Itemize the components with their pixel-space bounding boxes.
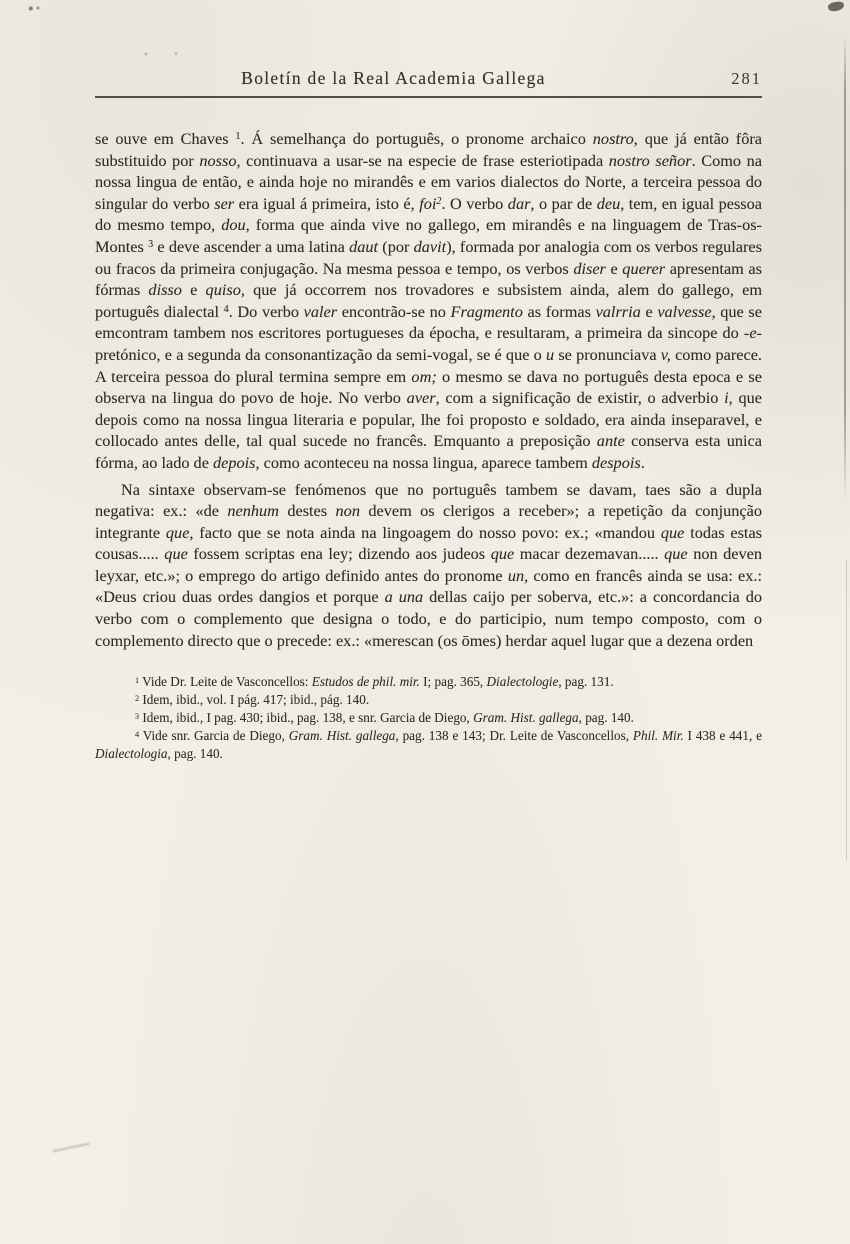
text-run: , com a significação de existir, o adverbio [435,388,725,408]
text-run: , tem, en igual pessoa do mesmo tempo, [95,193,763,235]
italic-term: foi [419,193,437,213]
italic-term: valrria [595,301,641,321]
scan-artifact [26,6,42,11]
text-run: , pag. 131. [558,674,614,690]
page-body [95,128,762,651]
scan-artifact [140,52,200,56]
text-run: (por [378,236,414,256]
italic-term: que [490,544,515,564]
footnote-reference: 4 [223,304,229,316]
text-run: e [181,280,206,300]
footnote-reference: 3 [135,711,140,721]
text-run: , como aconteceu na nossa lingua, aparece tambem [255,452,592,472]
text-run: encontrão-se no [337,301,451,321]
text-run: . Á semelhança do português, o pronome archaico [240,129,593,148]
text-run: I; pag. 365, [419,674,487,690]
footnote-reference: 2 [436,196,442,208]
text-run: como parece. A terceira pessoa do plural termina sempre em [95,344,762,386]
text-run: pretónico, e a segunda da consonantização da semi-vogal, se é que o [95,344,546,364]
italic-term: dou [221,215,246,235]
italic-term: Gram. Hist. gallega [473,710,579,726]
italic-term: -e- [743,323,762,343]
italic-term: deu [596,193,621,213]
italic-term: om; [411,366,437,386]
text-run: , que já então fôra substituido por [95,129,762,170]
text-run: , que depois como na nossa lingua literaria e popular, lhe foi proposto e soldado, era ainda inseparavel, e collocado antes delle, tal qual sucede no francês. Emquanto a preposição [95,388,762,451]
scan-artifact [827,1,844,12]
italic-term: a una [384,587,424,607]
italic-term: nostro señor [608,150,692,170]
text-run: Idem, ibid., I pag. 430; ibid., pag. 138, e snr. Garcia de Diego, [139,710,474,726]
text-run: . O verbo [441,193,508,213]
italic-term: depois [213,452,256,472]
text-run: e [640,301,658,321]
italic-term: Gram. Hist. gallega [288,728,396,744]
page-header [95,68,762,98]
text-run: era igual á primeira, isto é, [234,193,420,213]
italic-term: nosso [199,150,237,170]
italic-term: valvesse [657,301,712,321]
text-run: . Como na nossa lingua de então, e ainda hoje no mirandês e em varios dialectos do Norte, a terceira pessoa do singular do verbo [95,150,762,213]
italic-term: querer [622,258,666,278]
text-run: Vide Dr. Leite de Vasconcellos: [139,674,312,690]
text-run: non deven leyxar, etc.»; o emprego do artigo definido antes do pronome [95,544,763,585]
page-number: 281 [731,69,762,88]
italic-term: nenhum [227,501,279,521]
text-run: . [640,452,645,472]
italic-term: disso [148,280,182,300]
scan-artifact [846,560,848,860]
text-run: as formas [522,301,596,321]
footnote-reference: 2 [135,693,140,703]
footnote [95,691,762,709]
text-run: , o par de [530,193,597,213]
italic-term: aver [406,388,436,408]
italic-term: Phil. Mir. [632,728,684,744]
text-run: . Do verbo [228,301,304,321]
italic-term: Fragmento [450,301,523,321]
footnotes [95,673,762,763]
text-run: Vide snr. Garcia de Diego, [139,728,289,744]
footnote [95,709,762,727]
scan-artifact [844,34,846,504]
italic-term: i [724,388,729,408]
italic-term: diser [573,258,606,278]
text-run: e [605,258,623,278]
italic-term: daut [349,236,379,256]
italic-term: Dialectologie [486,674,559,690]
text-run: ), formada por analogia com os verbos regulares ou fracos da primeira conjugação. Na mesma pessoa e tempo, os verbos [95,236,762,278]
italic-term: dar [507,193,531,213]
italic-term: que [165,522,190,542]
italic-term: non [335,501,360,521]
footnote-reference: 1 [235,131,241,143]
footnote [95,673,762,691]
italic-term: valer [303,301,338,321]
italic-term: Dialectologia [95,746,168,762]
paragraph [95,479,762,652]
text-run: , que se emcontram tambem nos escritores portugueses da épocha, e resultaram, a primeira da sincope do [95,301,762,343]
text-run: , continuava a usar-se na especie de frase esteriotipada [236,150,609,170]
scan-artifact [52,1142,90,1153]
text-run: Na sintaxe observam-se fenómenos que no português tambem se davam, taes são a dupla negativa: ex.: «de [95,479,762,521]
text-run: I 438 e 441, e [683,728,763,744]
text-run: , forma que ainda vive no gallego, em mirandês e na linguagem de Tras-os-Montes [95,215,762,256]
italic-term: davit [413,236,447,256]
text-run: conserva esta unica fórma, ao lado de [95,431,762,472]
text-run: destes [278,501,336,521]
text-run: todas estas cousas..... [95,522,763,564]
text-run: dellas caijo per soberva, etc.»: a concordancia do verbo com o complemento que designa o todo, e do participio, num tempo composto, com o complemento directo que o precede: ex.: «merescan (os ōmes) herdar aquel lugar que a dezena orden [95,587,763,650]
footnote-reference: 4 [135,729,140,739]
journal-title: Boletín de la Real Academia Gallega [241,68,546,88]
italic-term: quiso [205,280,241,300]
footnote-reference: 3 [148,239,154,251]
italic-term: un [507,565,525,585]
text-run: Idem, ibid., vol. I pág. 417; ibid., pág. 140. [139,692,370,708]
text-run: fossem scriptas ena ley; dizendo aos judeos [187,544,491,564]
text-run: o mesmo se dava no português desta epoca e se observa na lingua do povo de hoje. No verbo [95,366,762,408]
footnote [95,727,762,763]
text-run: , pag. 140. [578,710,634,726]
text-run: , pag. 138 e 143; Dr. Leite de Vasconcellos, [395,728,633,744]
text-run: se ouve em Chaves [95,129,236,148]
italic-term: ante [596,431,625,451]
text-run: apresentam as fórmas [95,258,762,300]
italic-term: nostro [592,129,634,148]
text-run: e deve ascender a uma latina [153,236,350,256]
italic-term: despois [591,452,641,472]
italic-term: u [545,344,555,364]
text-run: , que já occorrem nos trovadores e subsistem ainda, alem do gallego, em português dialectal [95,280,763,321]
italic-term: v, [660,344,671,364]
italic-term: que [660,522,685,542]
italic-term: que [164,544,188,564]
italic-term: que [664,544,688,564]
italic-term: ser [214,193,235,213]
italic-term: Estudos de phil. mir. [311,674,420,690]
text-run: , pag. 140. [167,746,223,762]
text-run: devem os clerigos a receber»; a repetição da conjunção integrante [95,501,762,542]
footnote-reference: 1 [135,675,140,685]
text-run: macar dezemavan..... [514,544,665,564]
text-run: , como en francês ainda se usa: ex.: «Deus criou duas ordes dangios et porque [95,565,762,607]
text-run: , facto que se nota ainda na lingoagem do nosso povo: ex.; «mandou [189,522,661,542]
text-run: se pronunciava [554,344,661,364]
paragraph [95,128,762,474]
